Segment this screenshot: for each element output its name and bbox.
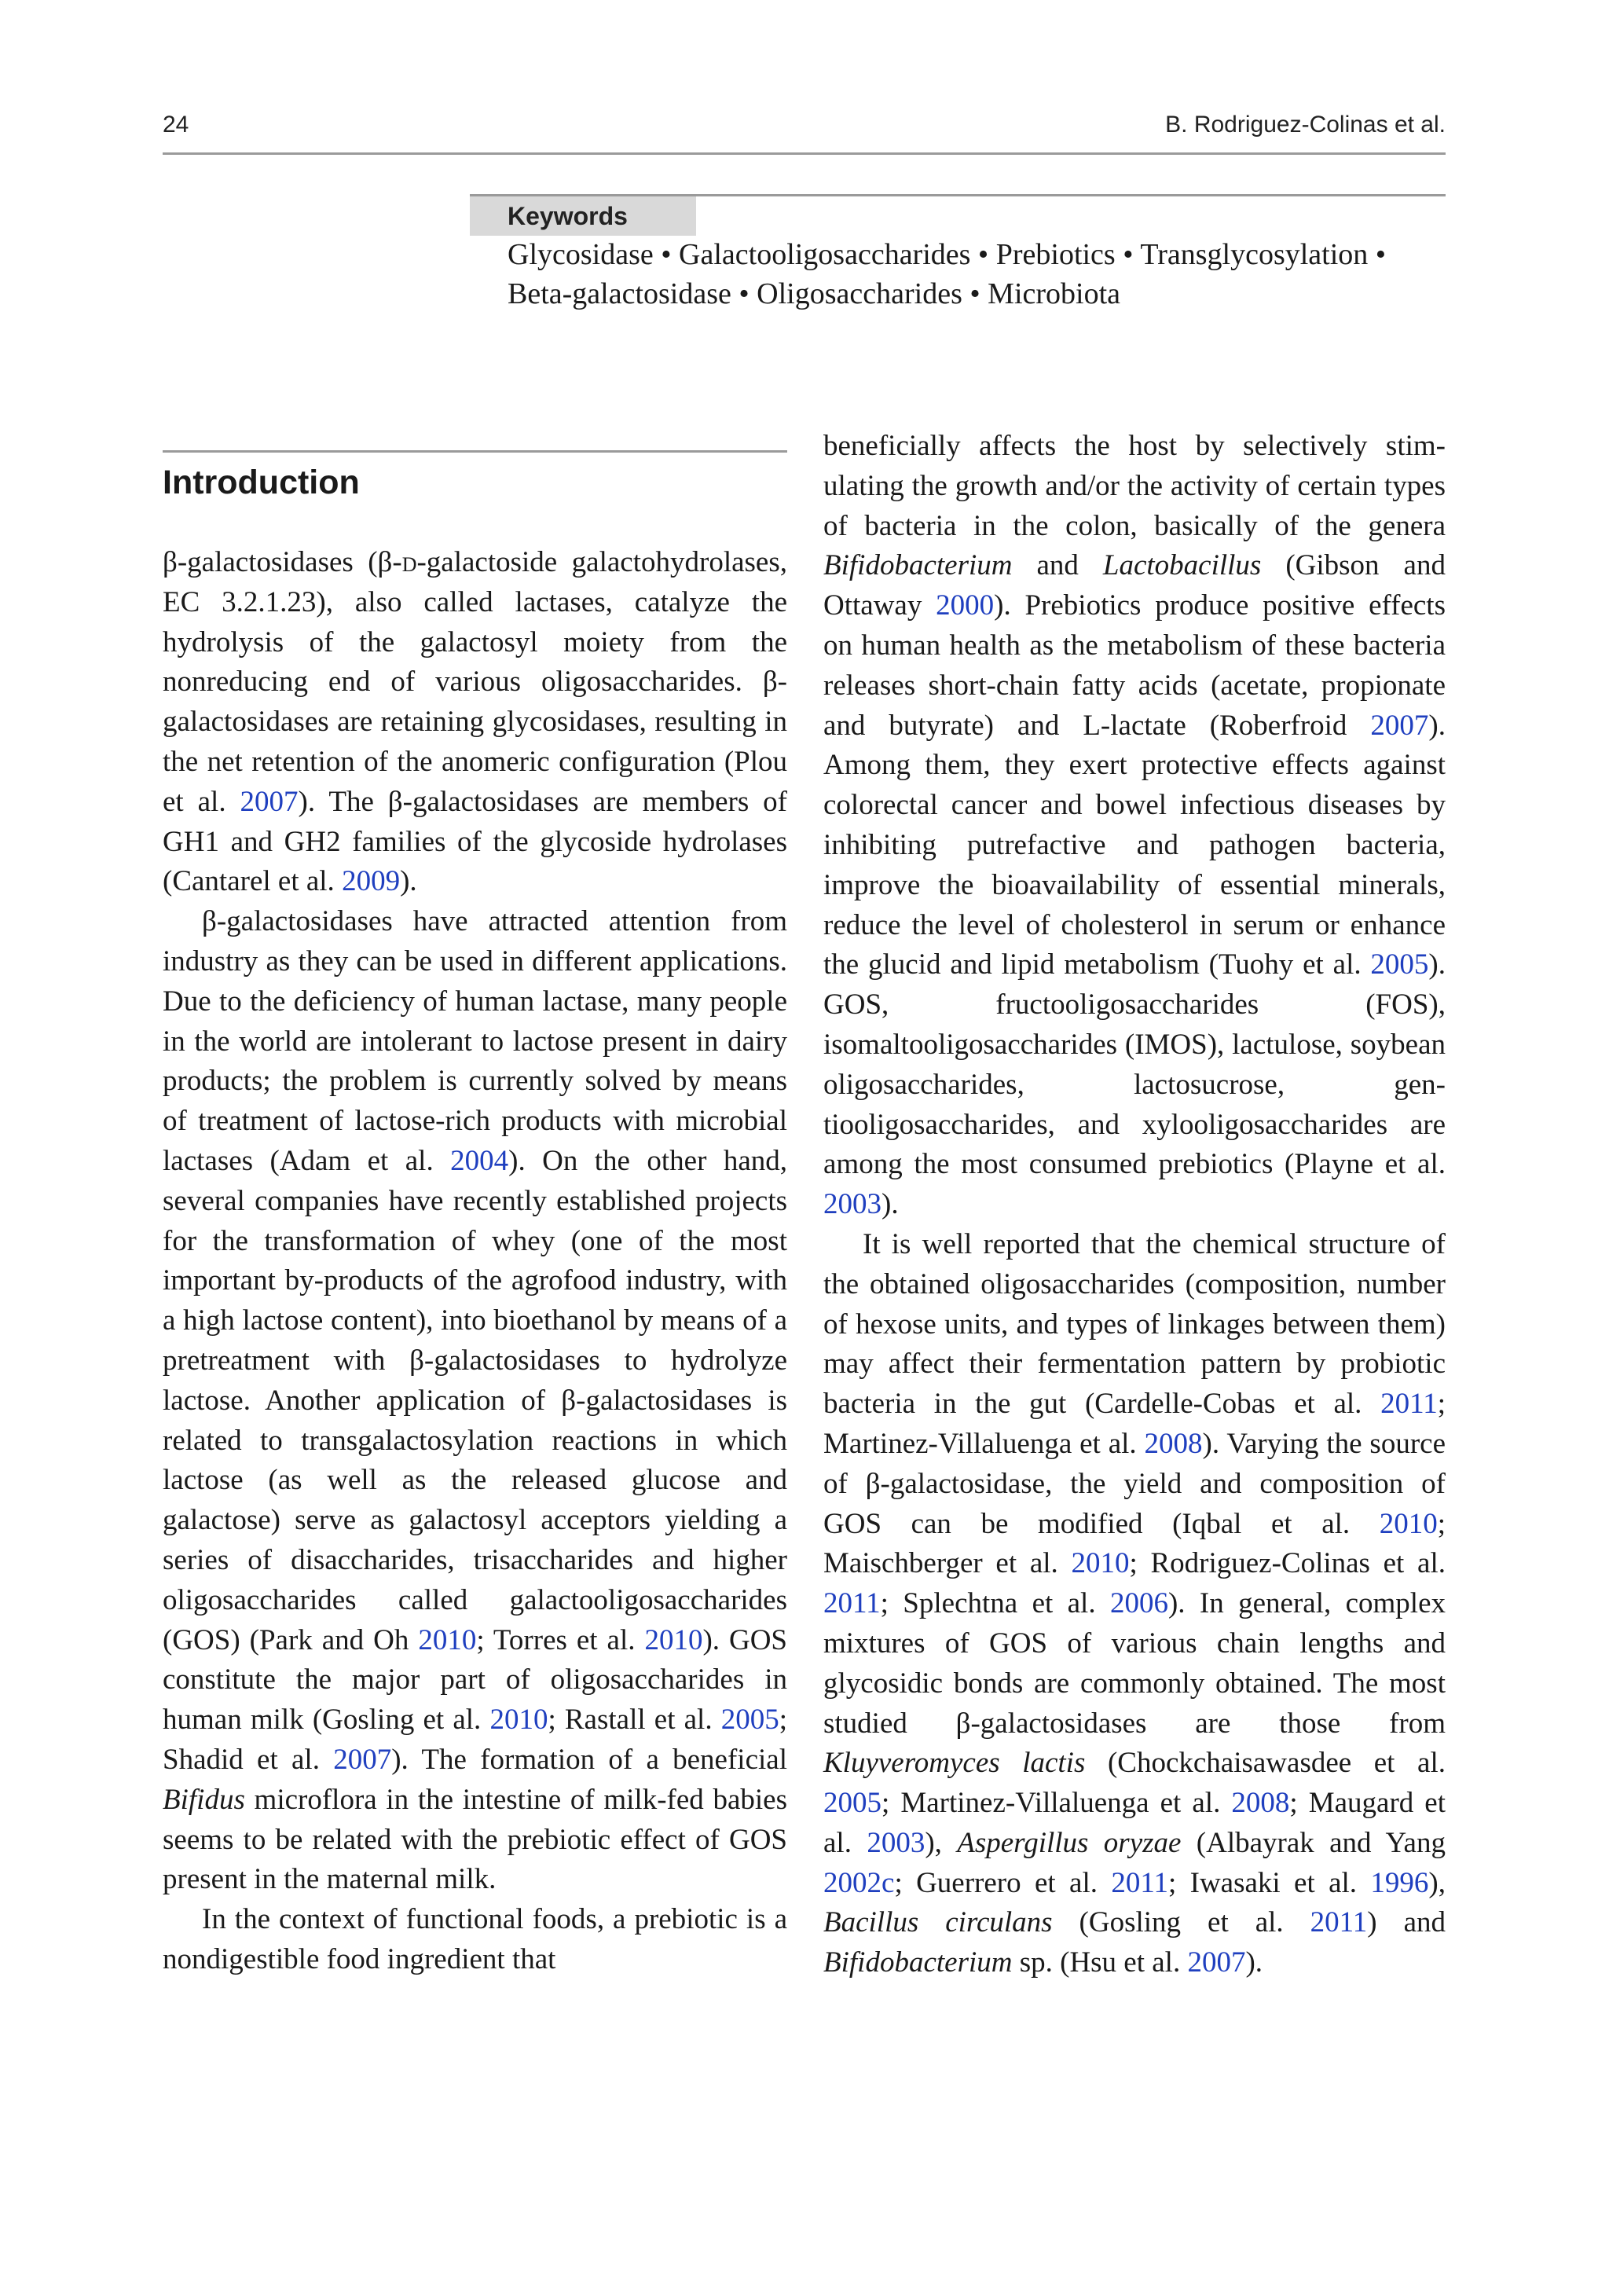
section-title: Introduction [163,464,360,501]
left-column [163,543,787,1980]
citation-link[interactable]: 2010 [1379,1507,1438,1540]
paragraph: β-galactosidases (β-d-galactoside galactohydrolases, EC 3.2.1.23), also called lactases, catalyze the hydrolysis of the galactosyl moiety from the nonreducing end of various oligosaccharides. β-galactosidases are retaining glycosidases, resulting in the net retention of the anomeric configuration (Plou et al. 2007). The β-galactosidases are members of GH1 and GH2 families of the glycoside hydrolases (Cantarel et al. 2009). [163,546,787,898]
section-rule [163,450,787,453]
citation-link[interactable]: 2000 [936,589,995,622]
paragraph: β-galactosidases have attracted attention from industry as they can be used in different applications. Due to the deficiency of human lactase, many people in the world are intolerant to lactose present in dairy products; the problem is currently solved by means of treatment of lactose-rich products with microbial lactases (Adam et al. 2004). On the other hand, several companies have recently established projects for the transformation of whey (one of the most important by-products of the agrofood industry, with a high lactose content), into bioethanol by means of a pretreatment with β-galactosidases to hydrolyze lactose. Another application of β-galactosidases is related to transgalactosylation reactions in which lactose (as well as the released glucose and galactose) serve as galactosyl acceptors yielding a series of disaccharides, trisaccharides and higher oligosaccharides called galactooligosaccharides (GOS) (Park and Oh 2010; Torres et al. 2010). GOS constitute the major part of oligosaccharides in human milk (Gosling et al. 2010; Rastall et al. 2005; Shadid et al. 2007). The formation of a beneficial Bifidus microflora in the intestine of milk-fed babies seems to be related with the prebiotic effect of GOS present in the maternal milk. [163,905,788,1896]
citation-link[interactable]: 2002c [823,1866,895,1899]
keywords-title: Keywords [508,202,628,230]
citation-link[interactable]: 2007 [240,785,299,818]
citation-link[interactable]: 2005 [823,1787,881,1820]
citation-link[interactable]: 2003 [867,1826,925,1859]
citation-link[interactable]: 1996 [1370,1866,1429,1899]
citation-link[interactable]: 2011 [823,1587,881,1620]
paragraph: beneficially affects the host by selectively stimulating the growth and/or the activity of certain types of bacteria in the colon, basically of the genera Bifidobacterium and Lactobacillus (Gibson and Ottaway 2000). Prebiotics produce positive effects on human health as the metabolism of these bacteria releases short-chain fatty acids (acetate, propionate and butyrate) and L-lactate (Roberfroid 2007). Among them, they exert protective effects against colorectal cancer and bowel infectious diseases by inhibiting putrefactive and pathogen bacteria, improve the bioavailability of essential minerals, reduce the level of cholesterol in serum or enhance the glucid and lipid metabolism (Tuohy et al. 2005). GOS, fructooligosaccharides (FOS), isomaltooligosaccharides (IMOS), lactulose, soybean oligosaccharides, lactosucrose, gentiooligosaccharides, and xylooligosaccharides are among the most consumed prebiotics (Playne et al. 2003). [823,430,1446,1221]
citation-link[interactable]: 2004 [450,1144,509,1177]
running-header-authors: B. Rodriguez-Colinas et al. [1165,112,1446,138]
header-rule [163,152,1446,155]
citation-link[interactable]: 2007 [1370,709,1429,742]
citation-link[interactable]: 2005 [720,1704,779,1737]
citation-link[interactable]: 2005 [1370,948,1429,981]
paragraph: In the context of functional foods, a prebiotic is a nondigestible food ingredient that [163,1903,787,1975]
citation-link[interactable]: 2010 [1071,1547,1130,1580]
citation-link[interactable]: 2008 [1231,1787,1290,1820]
page-number: 24 [163,112,189,138]
paragraph: It is well reported that the chemical structure of the obtained oligosaccharides (composition, number of hexose units, and types of linkages between them) may affect their fermentation pattern by probiotic bacteria in the gut (Cardelle-Cobas et al. 2011; Martinez-Villaluenga et al. 2008). Varying the source of β-galactosidase, the yield and composition of GOS can be modified (Iqbal et al. 2010; Maischberger et al. 2010; Rodriguez-Colinas et al. 2011; Splechtna et al. 2006). In general, complex mixtures of GOS of various chain lengths and glycosidic bonds are commonly obtained. The most studied β-galactosidases are those from Kluyveromyces lactis (Chockchaisawasdee et al. 2005; Martinez-Villaluenga et al. 2008; Maugard et al. 2003), Aspergillus oryzae (Albayrak and Yang 2002c; Guerrero et al. 2011; Iwasaki et al. 1996), Bacillus circulans (Gosling et al. 2011) and Bifidobacterium sp. (Hsu et al. 2007). [823,1227,1446,1979]
citation-link[interactable]: 2008 [1144,1427,1203,1460]
citation-link[interactable]: 2011 [1380,1388,1438,1421]
right-column [823,427,1446,1983]
citation-link[interactable]: 2009 [342,865,401,898]
citation-link[interactable]: 2010 [418,1623,477,1656]
citation-link[interactable]: 2006 [1109,1587,1168,1620]
citation-link[interactable]: 2011 [1111,1866,1168,1899]
keywords-line-2: Beta-galactosidase • Oligosaccharides • Microbiota [508,277,1121,310]
citation-link[interactable]: 2003 [823,1188,881,1221]
citation-link[interactable]: 2007 [1187,1946,1246,1979]
citation-link[interactable]: 2010 [644,1623,703,1656]
citation-link[interactable]: 2010 [489,1704,548,1737]
citation-link[interactable]: 2007 [333,1743,392,1776]
citation-link[interactable]: 2011 [1310,1906,1368,1939]
keywords-line-1: Glycosidase • Galactooligosaccharides • Prebiotics • Transglycosylation • [508,238,1387,271]
